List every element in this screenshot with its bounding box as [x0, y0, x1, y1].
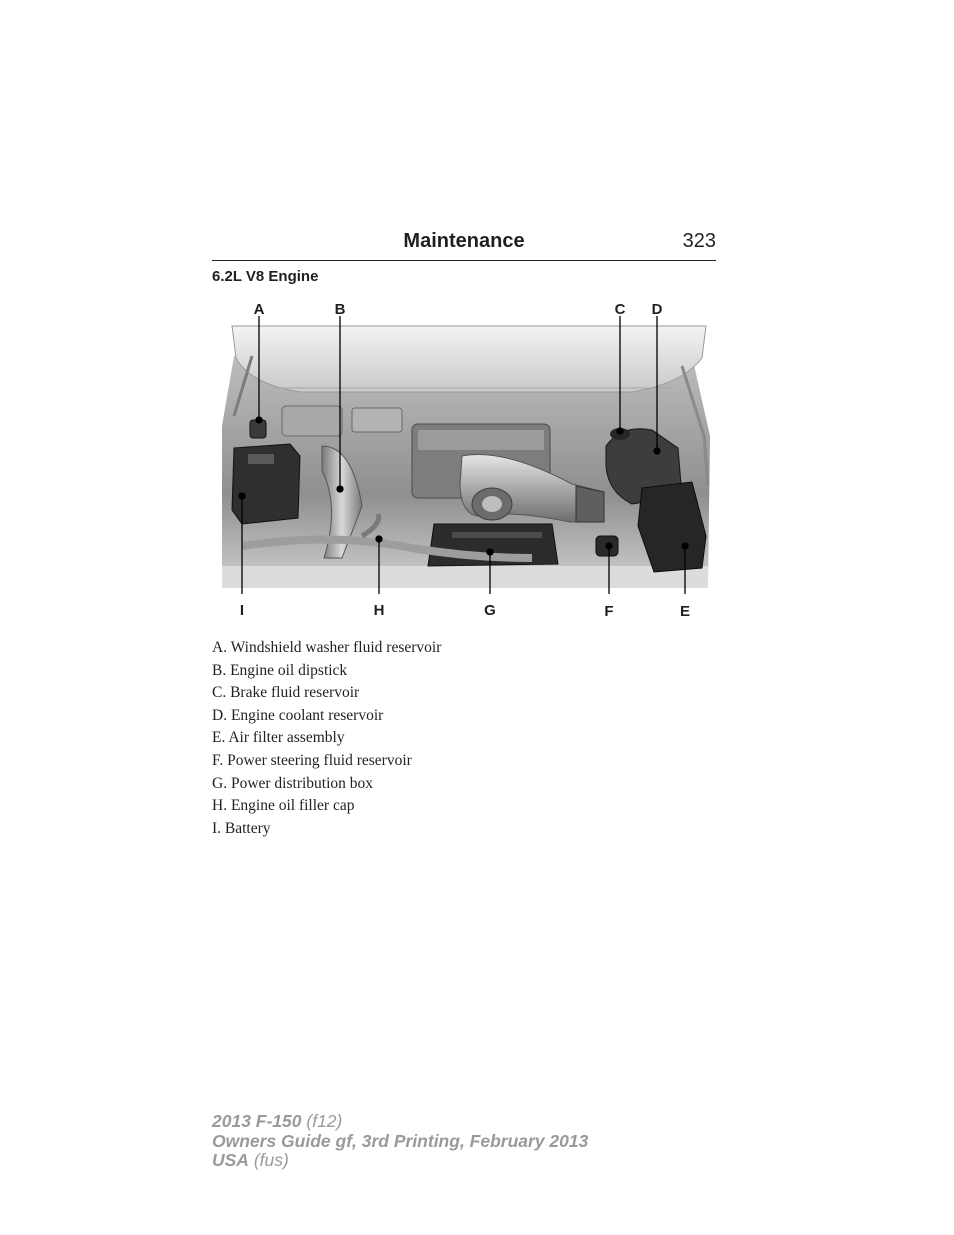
legend-item: A. Windshield washer fluid reservoir: [212, 639, 442, 656]
section-heading: 6.2L V8 Engine: [212, 268, 319, 285]
footer-line-printing: Owners Guide gf, 3rd Printing, February 2013: [212, 1130, 589, 1151]
callout-d: D: [651, 301, 663, 318]
legend-item: F. Power steering fluid reservoir: [212, 751, 412, 769]
legend-item: I. Battery: [212, 819, 271, 837]
page-number: 323: [682, 230, 716, 252]
callout-legend: [212, 637, 441, 840]
legend-item: E. Air filter assembly: [212, 729, 345, 747]
callout-e: E: [679, 603, 691, 620]
footer-line-model: 2013 F-150 (f12): [212, 1111, 343, 1131]
legend-item: D. Engine coolant reservoir: [212, 706, 384, 724]
callout-i: I: [239, 602, 245, 619]
callout-f: F: [604, 603, 614, 620]
page-footer: [212, 1112, 588, 1171]
callout-g: G: [484, 602, 496, 619]
engine-compartment-figure: [212, 296, 716, 626]
callout-h: H: [373, 602, 385, 619]
legend-item: B. Engine oil dipstick: [212, 661, 348, 679]
callout-c: C: [614, 301, 626, 318]
page-header: [212, 228, 716, 261]
callout-b: B: [334, 301, 346, 318]
callout-a: A: [253, 301, 265, 318]
footer-line-region: USA (fus): [212, 1150, 289, 1170]
legend-item: H. Engine oil filler cap: [212, 797, 355, 815]
legend-item: C. Brake fluid reservoir: [212, 684, 360, 702]
page-title: Maintenance: [403, 230, 525, 252]
engine-illustration: [212, 296, 716, 626]
legend-item: G. Power distribution box: [212, 774, 374, 792]
